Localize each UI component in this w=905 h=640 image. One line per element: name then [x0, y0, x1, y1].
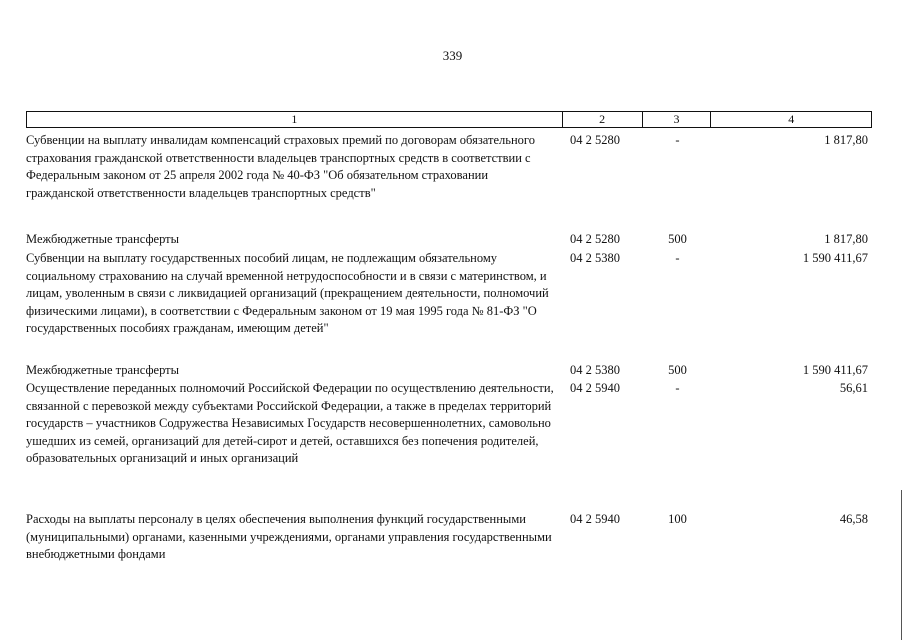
budget-table [26, 111, 872, 562]
row-code: 04 2 5940 [570, 512, 620, 526]
row-amount: 46,58 [839, 512, 868, 526]
row-expense-type: 500 [668, 363, 687, 377]
row-amount: 56,61 [839, 381, 868, 395]
row-description: Осуществление переданных полномочий Российской Федерации по осуществлению деятельности, связанной с перевозкой между субъектами Российской Федерации, а также в пределах территорий государств – участников Содружества Независимых Государств несовершеннолетних, самовольно ушедших из семей, организаций для детей-сирот и детей, оставшихся без попечения родителей, образовательных организаций и иных организаций [26, 381, 554, 466]
row-amount: 1 590 411,67 [802, 251, 868, 265]
header-col-4: 4 [788, 112, 795, 126]
header-col-1: 1 [27, 112, 563, 127]
row-expense-type: - [675, 381, 680, 395]
row-description: Межбюджетные трансферты [26, 232, 180, 246]
row-description: Субвенции на выплату инвалидам компенсаций страховых премий по договорам обязательного страхования гражданской ответственности владельцев транспортных средств в соответствии с Федеральным законом от 25 апреля 2002 года № 40-ФЗ "Об обязательном страховании гражданской ответственности владельцев транспортных средств" [26, 133, 535, 200]
table-header [26, 111, 872, 128]
row-expense-type: 500 [668, 232, 687, 246]
page-number: 339 [442, 48, 463, 63]
row-description: Межбюджетные трансферты [26, 363, 180, 377]
row-expense-type: - [675, 133, 680, 147]
row-amount: 1 590 411,67 [802, 363, 868, 377]
row-amount: 1 817,80 [824, 232, 868, 246]
row-code: 04 2 5380 [570, 363, 620, 377]
row-code: 04 2 5380 [570, 251, 620, 265]
row-expense-type: 100 [668, 512, 687, 526]
row-expense-type: - [675, 251, 680, 265]
row-description: Субвенции на выплату государственных пособий лицам, не подлежащим обязательному социальному страхованию на случай временной нетрудоспособности и в связи с материнством, и лицам, уволенным в связи с ликвидацией организаций (прекращением деятельности, полномочий физическими лицами), в соответствии с Федеральным законом от 19 мая 1995 года № 81-ФЗ "О государственных пособиях гражданам, имеющим детей" [26, 251, 549, 336]
row-amount: 1 817,80 [824, 133, 868, 147]
header-col-2: 2 [563, 112, 643, 127]
row-description: Расходы на выплаты персоналу в целях обеспечения выполнения функций государственными (муниципальными) органами, казенными учреждениями, органами управления государственными внебюджетными фондами [26, 512, 552, 562]
header-col-3: 3 [643, 112, 712, 127]
row-code: 04 2 5280 [570, 232, 620, 246]
row-code: 04 2 5940 [570, 381, 620, 395]
row-code: 04 2 5280 [570, 133, 620, 147]
scan-edge-line [901, 490, 902, 640]
